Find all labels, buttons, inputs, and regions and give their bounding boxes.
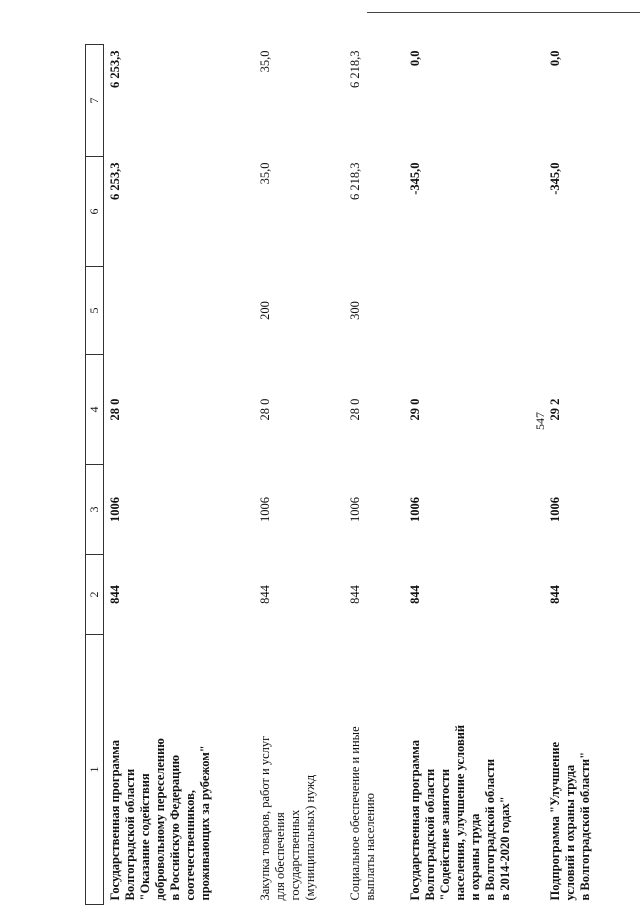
cell-total-amount: 6 218,3 bbox=[347, 50, 362, 88]
row-name-line: "Оказание содействия bbox=[138, 773, 152, 901]
cell-total-amount: 0,0 bbox=[547, 50, 562, 67]
header-row bbox=[86, 45, 104, 905]
row-name-line: Волгоградской области bbox=[422, 768, 437, 901]
col-header-3: 3 bbox=[86, 465, 104, 555]
col-header-7: 7 bbox=[86, 45, 104, 157]
cell-section-code: 1006 bbox=[407, 497, 422, 522]
cell-change-amount: 6 253,3 bbox=[108, 162, 122, 200]
row-name-line: в 2014-2020 годах" bbox=[497, 796, 512, 901]
cell-total-amount: 0,0 bbox=[407, 50, 422, 67]
cell-section-code: 1006 bbox=[547, 497, 562, 522]
row-name-line: условий и охраны труда bbox=[562, 764, 577, 901]
row-name-line: добровольному переселению bbox=[153, 738, 167, 901]
cell-section-code: 1006 bbox=[108, 497, 122, 522]
cell-change-amount: 6 218,3 bbox=[347, 162, 362, 200]
row-name-line: в Волгоградской области bbox=[482, 758, 497, 901]
row-name-line: Государственная программа bbox=[407, 740, 422, 901]
cell-expense-type bbox=[104, 267, 254, 355]
table-row bbox=[254, 45, 344, 905]
row-name bbox=[404, 635, 544, 905]
row-name-line: Социальное обеспечение и иные bbox=[347, 726, 362, 901]
row-name-line: для обеспечения bbox=[272, 812, 287, 901]
cell-expense-type bbox=[404, 267, 544, 355]
row-name-line: в Волгоградской области" bbox=[577, 751, 592, 901]
cell-admin-code: 844 bbox=[257, 585, 272, 604]
col-header-5: 5 bbox=[86, 267, 104, 355]
row-name-line: населения, улучшение условий bbox=[452, 724, 467, 901]
row-name bbox=[254, 635, 344, 905]
cell-admin-code: 844 bbox=[547, 585, 562, 604]
col-header-4: 4 bbox=[86, 355, 104, 465]
cell-expense-type: 300 bbox=[347, 301, 362, 320]
row-name-line: в Российскую Федерацию bbox=[168, 754, 182, 901]
col-header-2: 2 bbox=[86, 555, 104, 635]
cell-target-code: 29 0 bbox=[407, 398, 422, 421]
cell-section-code: 1006 bbox=[347, 497, 362, 522]
row-name-line: Волгоградской области bbox=[123, 768, 137, 901]
row-name-line: соотечественников, bbox=[183, 790, 197, 901]
row-name-line: "Содействие занятости bbox=[437, 768, 452, 901]
row-name-line: выплаты населению bbox=[362, 793, 377, 901]
row-name-line: Закупка товаров, работ и услуг bbox=[257, 735, 272, 901]
cell-target-code: 28 0 bbox=[257, 398, 272, 421]
row-name bbox=[104, 635, 254, 905]
cell-expense-type: 200 bbox=[257, 301, 272, 320]
table-row bbox=[544, 45, 614, 905]
cell-admin-code: 844 bbox=[347, 585, 362, 604]
cell-total-amount: 6 253,3 bbox=[108, 50, 122, 88]
cell-target-code: 28 0 bbox=[347, 398, 362, 421]
row-name-line: Подпрограмма "Улучшение bbox=[547, 741, 562, 901]
cell-total-amount: 35,0 bbox=[257, 50, 272, 73]
row-name-line: государственных bbox=[287, 809, 302, 901]
cell-admin-code: 844 bbox=[108, 585, 122, 604]
row-name bbox=[544, 635, 614, 905]
cell-admin-code: 844 bbox=[407, 585, 422, 604]
col-header-1: 1 bbox=[86, 635, 104, 905]
cell-target-code: 28 0 bbox=[108, 398, 122, 421]
cell-change-amount: -345,0 bbox=[407, 162, 422, 195]
col-header-6: 6 bbox=[86, 157, 104, 267]
table-row bbox=[344, 45, 404, 905]
rotated-page bbox=[85, 45, 615, 905]
top-rule bbox=[367, 12, 640, 13]
table-row bbox=[404, 45, 544, 905]
row-name-line: Государственная программа bbox=[108, 740, 122, 901]
cell-expense-type bbox=[544, 267, 614, 355]
cell-change-amount: 35,0 bbox=[257, 162, 272, 185]
cell-section-code: 1006 bbox=[257, 497, 272, 522]
row-name-line: проживающих за рубежом" bbox=[198, 745, 212, 901]
cell-target-code: 29 2 bbox=[547, 398, 562, 421]
cell-change-amount: -345,0 bbox=[547, 162, 562, 195]
budget-table bbox=[85, 44, 614, 905]
table-row bbox=[104, 45, 254, 905]
row-name-line: (муниципальных) нужд bbox=[302, 774, 317, 901]
row-name bbox=[344, 635, 404, 905]
row-name-line: и охраны труда bbox=[467, 813, 482, 901]
page-number: 547 bbox=[533, 412, 547, 430]
